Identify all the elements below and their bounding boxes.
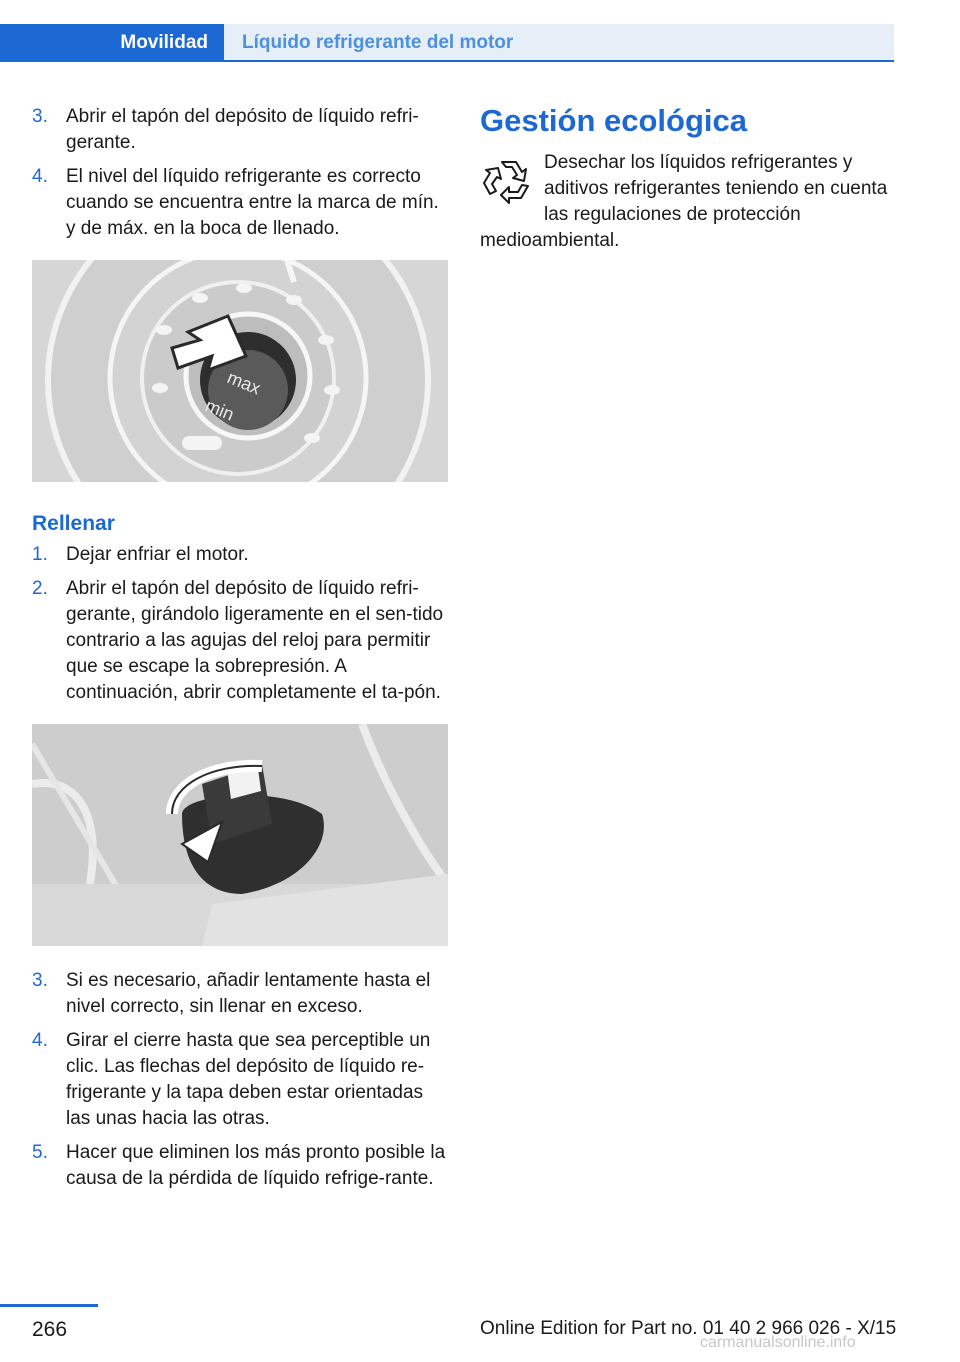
step-number: 1. (32, 544, 48, 565)
page-header (0, 24, 894, 62)
section-heading: Gestión ecológica (480, 103, 748, 138)
step-number: 2. (32, 578, 48, 599)
edition-note: Online Edition for Part no. 01 40 2 966 026 - X/15 (480, 1318, 897, 1339)
figure-open-cap (32, 724, 448, 946)
figure-reservoir-level-marks (32, 260, 448, 482)
eco-text: Desechar los líquidos refrigerantes y aditivos refrigerantes teniendo en cuenta las regulaciones de protección medioambiental. (480, 152, 888, 251)
steps-check-level (32, 104, 448, 242)
list-item (32, 542, 448, 568)
step-text: Girar el cierre hasta que sea perceptible un clic. Las flechas del depósito de líquido re‐frigerante y la tapa deben estar orientadas las unas hacia las otras. (66, 1030, 431, 1129)
section-tab[interactable]: Movilidad (0, 24, 224, 62)
list-item (32, 164, 448, 242)
step-number: 4. (32, 1030, 48, 1051)
list-item (32, 1028, 448, 1132)
right-column (480, 104, 894, 254)
steps-refill-close (32, 968, 448, 1192)
cap-illustration (32, 724, 448, 946)
footer-rule (0, 1304, 98, 1307)
step-number: 3. (32, 106, 48, 127)
list-item (32, 576, 448, 706)
label-min: min (202, 395, 237, 425)
step-number: 5. (32, 1142, 48, 1163)
step-text: Abrir el tapón del depósito de líquido refri‐gerante, girándolo ligeramente en el sen‐tido contrario a las agujas del reloj para permitir que se escape la sobrepresión. A continuación, abrir completamente el ta‐pón. (66, 578, 444, 703)
step-text: El nivel del líquido refrigerante es correcto cuando se encuentra entre la marca de mín. y de máx. en la boca de llenado. (66, 166, 439, 239)
step-text: Dejar enfriar el motor. (66, 544, 249, 565)
watermark: carmanualsonline.info (700, 1334, 856, 1351)
refill-heading: Rellenar (32, 512, 115, 535)
reservoir-illustration (32, 260, 448, 482)
step-text: Si es necesario, añadir lentamente hasta el nivel correcto, sin llenar en exceso. (66, 970, 431, 1017)
eco-note (480, 150, 894, 254)
left-column (32, 104, 448, 1200)
list-item (32, 968, 448, 1020)
header-rule (0, 60, 894, 62)
label-max: max (224, 367, 264, 399)
chapter-title[interactable]: Líquido refrigerante del motor (224, 24, 894, 62)
recycle-icon (480, 154, 538, 212)
step-number: 4. (32, 166, 48, 187)
list-item (32, 1140, 448, 1192)
step-text: Hacer que eliminen los más pronto posible la causa de la pérdida de líquido refrige‐rante. (66, 1142, 446, 1189)
page-number: 266 (32, 1318, 68, 1341)
step-text: Abrir el tapón del depósito de líquido refri‐gerante. (66, 106, 419, 153)
steps-refill-open (32, 542, 448, 706)
step-number: 3. (32, 970, 48, 991)
list-item (32, 104, 448, 156)
